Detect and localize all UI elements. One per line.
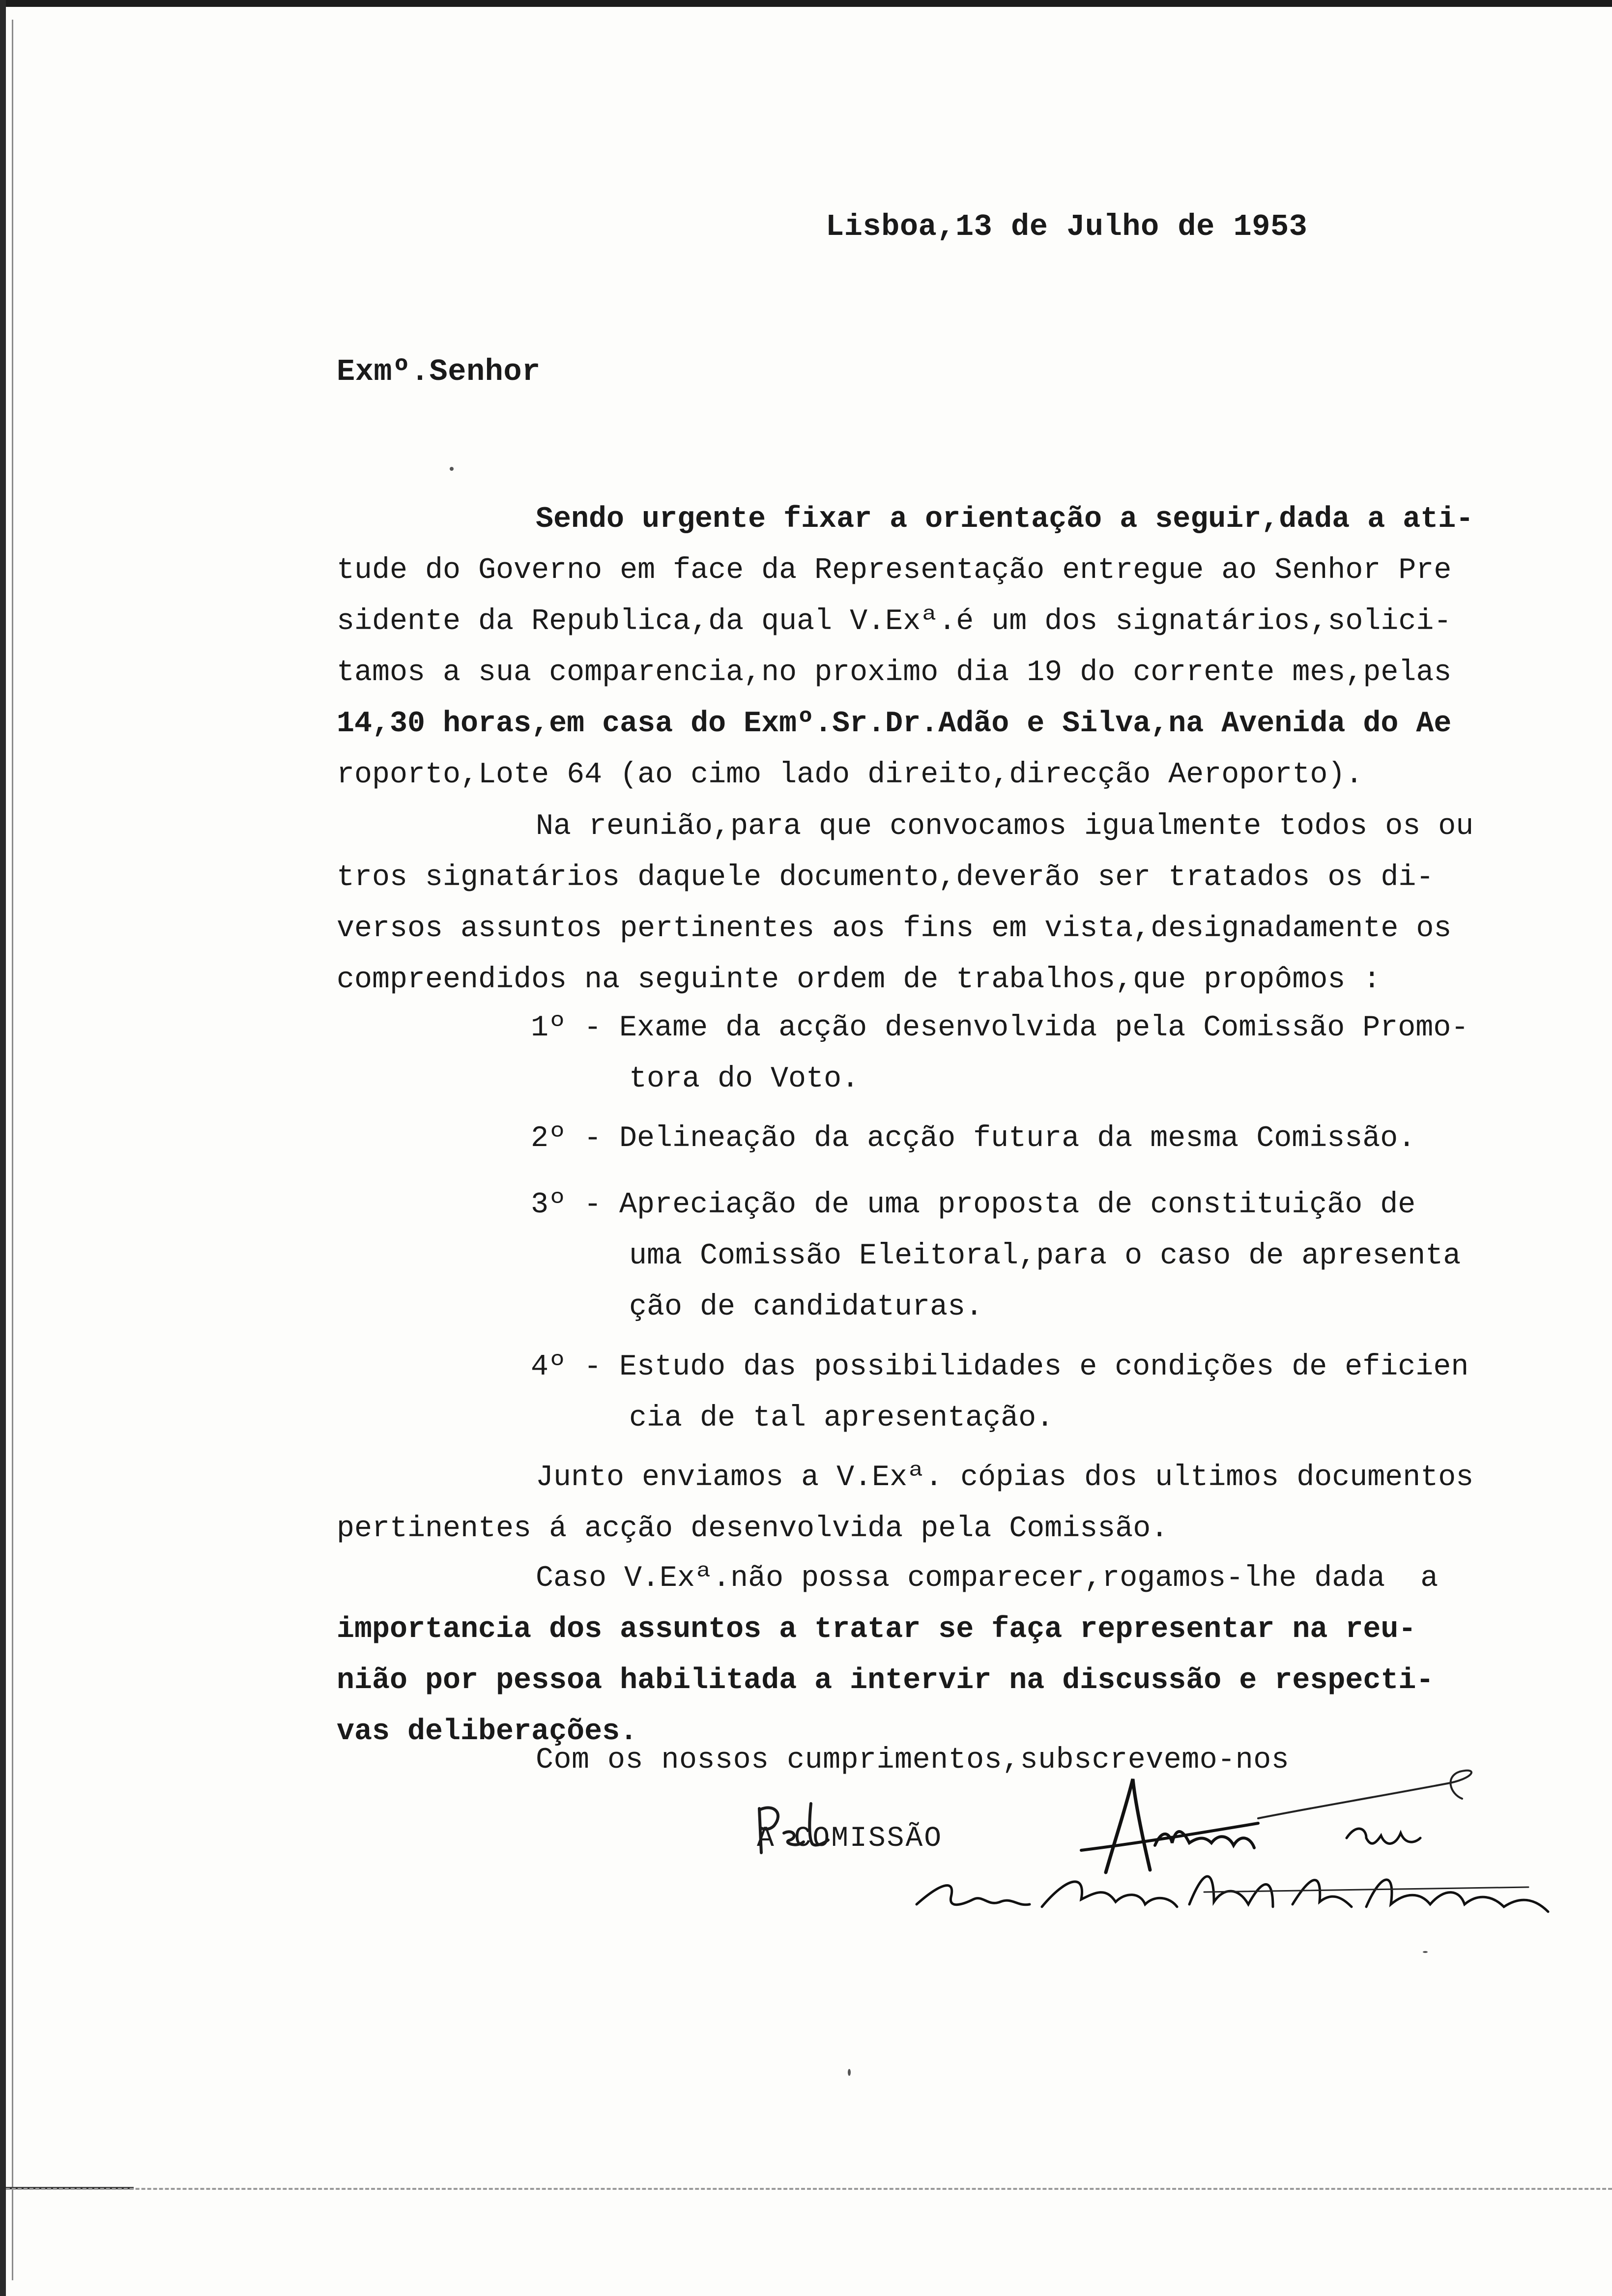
- agenda-item-3: [531, 1179, 1587, 1333]
- paragraph-3: [337, 1452, 1580, 1554]
- agenda-item-text: Estudo das possibilidades e condições de eficien: [619, 1350, 1469, 1384]
- signature-luis-almeida: [909, 1858, 1568, 1931]
- agenda-item-text: Apreciação de uma proposta de constituição de: [619, 1188, 1416, 1222]
- agenda-item-number: 1º: [531, 1011, 567, 1045]
- paragraph-4: [337, 1553, 1580, 1757]
- agenda-item-line: cia de tal apresentação.: [629, 1402, 1054, 1435]
- paper-speck: [1423, 1951, 1428, 1953]
- page-fold-line: [6, 2188, 1612, 2190]
- agenda-item-line: 2º - Delineação da acção futura da mesma Comissão.: [531, 1122, 1416, 1155]
- agenda-item-2: [531, 1113, 1587, 1164]
- paragraph-line: compreendidos na seguinte ordem de trabalhos,que propômos :: [337, 963, 1381, 997]
- agenda-item-line: 1º - Exame da acção desenvolvida pela Comissão Promo-: [531, 1011, 1469, 1045]
- agenda-item-1: [531, 1003, 1587, 1105]
- paragraph-line: tude do Governo em face da Representação entregue ao Senhor Pre: [337, 554, 1452, 587]
- paragraph-line: nião por pessoa habilitada a intervir na discussão e respecti-: [337, 1664, 1434, 1697]
- agenda-item-number: 2º: [531, 1122, 567, 1155]
- page-left-margin-line: [12, 20, 13, 2280]
- agenda-item-line: uma Comissão Eleitoral,para o caso de apresenta: [629, 1239, 1461, 1273]
- paragraph-line: Sendo urgente fixar a orientação a seguir,dada a ati-: [536, 503, 1474, 536]
- page-top-edge: [0, 0, 1612, 7]
- paragraph-line: versos assuntos pertinentes aos fins em vista,designadamente os: [337, 912, 1452, 946]
- paper-speck: [450, 467, 454, 471]
- agenda-item-text: Exame da acção desenvolvida pela Comissão Promo-: [619, 1011, 1469, 1045]
- paragraph-line: Na reunião,para que convocamos igualmente todos os ou: [536, 810, 1474, 843]
- agenda-item-text: Delineação da acção futura da mesma Comissão.: [619, 1122, 1416, 1155]
- agenda-item-line: ção de candidaturas.: [629, 1291, 983, 1324]
- agenda-item-line: 3º - Apreciação de uma proposta de constituição de: [531, 1188, 1416, 1222]
- paper-speck: [848, 2069, 851, 2076]
- agenda-item-number: 3º: [531, 1188, 567, 1222]
- agenda-item-4: [531, 1342, 1587, 1444]
- closing-line: Com os nossos cumprimentos,subscrevemo-nos: [536, 1744, 1290, 1777]
- paragraph-2: [337, 801, 1580, 1005]
- page-left-edge: [0, 0, 6, 2296]
- agenda-item-line: 4º - Estudo das possibilidades e condições de eficien: [531, 1350, 1469, 1384]
- paragraph-line: tros signatários daquele documento,deverão ser tratados os di-: [337, 861, 1434, 894]
- agenda-item-line: tora do Voto.: [629, 1062, 860, 1096]
- paragraph-line: tamos a sua comparencia,no proximo dia 19 do corrente mes,pelas: [337, 656, 1452, 689]
- paragraph-1: [337, 494, 1580, 801]
- paragraph-line: sidente da Republica,da qual V.Exª.é um dos signatários,solici-: [337, 605, 1452, 638]
- commission-label: A COMISSÃO: [757, 1823, 943, 1855]
- paragraph-line: 14,30 horas,em casa do Exmº.Sr.Dr.Adão e Silva,na Avenida do Ae: [337, 707, 1452, 741]
- paragraph-line: pertinentes á acção desenvolvida pela Comissão.: [337, 1512, 1169, 1546]
- paragraph-line: Junto enviamos a V.Exª. cópias dos ultimos documentos: [536, 1461, 1474, 1494]
- paragraph-line: Caso V.Exª.não possa comparecer,rogamos-lhe dada a: [536, 1562, 1439, 1595]
- agenda-item-number: 4º: [531, 1350, 567, 1384]
- paragraph-line: roporto,Lote 64 (ao cimo lado direito,direcção Aeroporto).: [337, 758, 1363, 792]
- paragraph-line: vas deliberações.: [337, 1715, 638, 1749]
- letter-date: Lisboa,13 de Julho de 1953: [826, 209, 1308, 244]
- salutation: Exmº.Senhor: [337, 354, 541, 389]
- paragraph-line: importancia dos assuntos a tratar se faça representar na reu-: [337, 1613, 1416, 1646]
